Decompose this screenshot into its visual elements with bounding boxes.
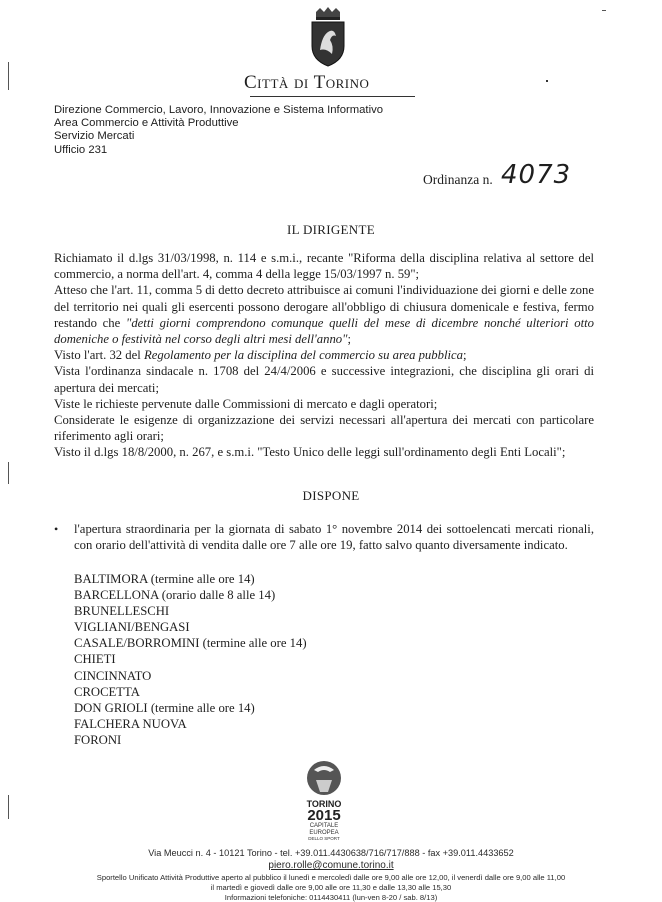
department-line: Ufficio 231: [54, 143, 108, 156]
punctuation: ;: [347, 332, 351, 347]
paragraph: Richiamato il d.lgs 31/03/1998, n. 114 e s.m.i., recante "Riforma della disciplina relativa al settore del commercio, a norma dell'art. 4, comma 4 della legge 15/03/1997 n. 59";: [54, 251, 594, 282]
footer-phone-info: Informazioni telefoniche: 0114430411 (lun-ven 8-20 / sab. 8/13): [224, 893, 438, 902]
department-block: [54, 104, 383, 157]
market-item: BRUNELLESCHI: [74, 604, 170, 619]
footer-hours: il martedì e giovedì dalle ore 9,00 alle ore 11,30 e dalle 13,30 alle 15,30: [210, 883, 452, 892]
logo-word: TORINO: [306, 799, 342, 809]
quote-italic: "detti giorni comprendono comunque quelli del mese di dicembre nonché ulteriori otto domeniche o festività nel corso degli altri mesi dell'anno": [54, 315, 595, 347]
footer-address: Via Meucci n. 4 - 10121 Torino - tel. +39.011.4430638/716/717/888 - fax +39.011.4433652: [148, 848, 514, 858]
title-divider: [250, 96, 415, 97]
market-item: CINCINNATO: [74, 668, 152, 683]
paragraph: [54, 347, 594, 363]
heading-dirigente: IL DIRIGENTE: [287, 222, 375, 237]
markets-list: [74, 571, 307, 748]
paragraph-text: Visto l'art. 32 del: [54, 348, 141, 363]
city-title: Città di Torino: [244, 72, 370, 93]
paragraph: Vista l'ordinanza sindacale n. 1708 del 24/4/2006 e successive integrazioni, che disciplina gli orari di apertura dei mercati;: [54, 364, 594, 395]
scan-margin-mark: [8, 462, 9, 484]
city-crest-icon: [308, 6, 348, 68]
logo-line: EUROPEA: [309, 829, 339, 836]
ordinance-label: Ordinanza n.: [423, 172, 493, 187]
punctuation: ;: [463, 348, 467, 363]
paragraph: Visto il d.lgs 18/8/2000, n. 267, e s.m.i. "Testo Unico delle leggi sull'ordinamento degli Enti Locali";: [54, 445, 566, 460]
market-item: DON GRIOLI (termine alle ore 14): [74, 700, 255, 715]
scan-margin-mark: [8, 795, 9, 819]
logo-line: CAPITALE: [309, 823, 339, 829]
torino-2015-emblem-icon: [294, 758, 354, 800]
paragraph: [54, 282, 594, 347]
dispone-item: [54, 521, 594, 553]
bullet-icon: •: [54, 522, 59, 536]
market-item: CROCETTA: [74, 684, 140, 699]
market-item: FALCHERA NUOVA: [74, 716, 187, 731]
market-item: CHIETI: [74, 652, 116, 667]
premises-text: [54, 250, 594, 461]
dispone-text: l'apertura straordinaria per la giornata di sabato 1° novembre 2014 dei sottoelencati mercati rionali, con orario dell'attività di vendita dalle ore 7 alle ore 19, fatto salvo quanto diversamente indicato.: [74, 522, 594, 553]
scan-margin-mark: [8, 62, 9, 90]
paragraph-text: Atteso che l'art. 11, comma 5 di detto decreto attribuisce ai comuni l'individuazione dei giorni e delle zone del territorio nei quali gli esercenti possono derogare all'obbligo di chiusura domenicale e festiva, fermo restando che: [54, 283, 594, 330]
torino-2015-logo: [294, 758, 354, 848]
heading-dispone: DISPONE: [302, 488, 360, 503]
market-item: BALTIMORA (termine alle ore 14): [74, 572, 255, 586]
scan-dot: [602, 10, 606, 11]
market-item: BARCELLONA (orario dalle 8 alle 14): [74, 588, 276, 603]
department-line: Servizio Mercati: [54, 130, 135, 143]
logo-line: DELLO SPORT: [308, 836, 340, 841]
market-item: FORONI: [74, 732, 122, 747]
department-line: Direzione Commercio, Lavoro, Innovazione e Sistema Informativo: [54, 104, 384, 116]
department-line: Area Commercio e Attività Produttive: [54, 117, 239, 130]
paragraph: Viste le richieste pervenute dalle Commissioni di mercato e dagli operatori;: [54, 396, 438, 411]
ordinance-number: 4073: [501, 160, 572, 190]
footer-hours: Sportello Unificato Attività Produttive aperto al pubblico il lunedì e mercoledì dalle ore 9,00 alle ore 12,00, il venerdì dalle ore 9,00 alle 11,00: [96, 873, 566, 882]
regolamento-italic: Regolamento per la disciplina del commercio su area pubblica: [143, 348, 463, 363]
paragraph: Considerate le esigenze di organizzazione dei servizi necessari all'apertura dei mercati con particolare riferimento agli orari;: [54, 413, 594, 444]
market-item: VIGLIANI/BENGASI: [74, 620, 190, 635]
market-item: CASALE/BORROMINI (termine alle ore 14): [74, 636, 307, 651]
scan-dot: [546, 80, 548, 82]
footer-email-link[interactable]: piero.rolle@comune.torino.it: [268, 860, 394, 871]
logo-year: 2015: [307, 807, 341, 824]
